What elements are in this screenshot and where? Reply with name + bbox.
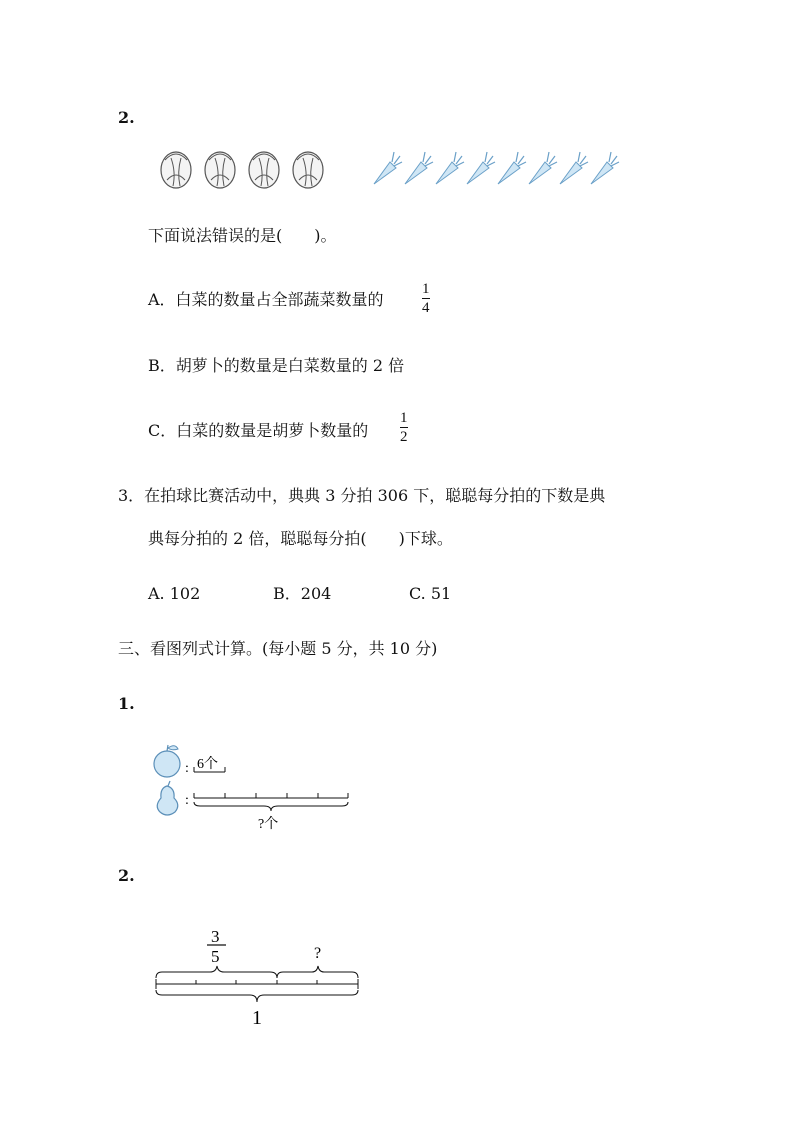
- question-mark-label: ?: [314, 945, 322, 962]
- option-b[interactable]: B．204: [273, 584, 332, 603]
- carrot-icon: [374, 152, 402, 184]
- bottom-brace: [156, 990, 358, 1002]
- fraction-numerator: 1: [422, 281, 430, 297]
- top-brace-right: [277, 966, 358, 978]
- carrot-group: [368, 150, 628, 190]
- segment-label-top: 6个: [197, 757, 218, 772]
- line-segment-diagram-1: [150, 742, 360, 834]
- cabbage-icon: [249, 152, 279, 188]
- option-b-label: B．胡萝卜的数量是白菜数量的 2 倍: [148, 356, 405, 375]
- cabbage-icon: [205, 152, 235, 188]
- problem-number: 2.: [118, 866, 135, 885]
- fraction-denominator: 4: [422, 300, 430, 316]
- fraction-bar: [400, 427, 408, 428]
- fraction-numerator: 3: [211, 927, 220, 946]
- colon: :: [185, 793, 189, 808]
- total-label: 1: [252, 1007, 262, 1029]
- segment-label-bottom: ?个: [258, 817, 279, 832]
- bottom-brace: [194, 802, 348, 811]
- option-b[interactable]: [148, 356, 404, 376]
- fraction-denominator: 2: [400, 429, 408, 445]
- option-c-fraction: [400, 410, 408, 445]
- question-3-line1: 3．在拍球比赛活动中，典典 3 分拍 306 下，聪聪每分拍的下数是典: [118, 486, 606, 505]
- option-a-label: A．白菜的数量占全部蔬菜数量的: [148, 290, 384, 309]
- fraction-denominator: 5: [211, 947, 220, 966]
- carrot-icon: [560, 152, 588, 184]
- question-3-line2: 典每分拍的 2 倍，聪聪每分拍( )下球。: [148, 529, 453, 548]
- fraction-bar: [422, 298, 430, 299]
- cabbage-icon: [293, 152, 323, 188]
- option-c[interactable]: C. 51: [409, 584, 452, 603]
- question-number: 2.: [118, 108, 135, 127]
- carrot-icon: [405, 152, 433, 184]
- option-a[interactable]: [148, 290, 384, 310]
- pear-icon: [157, 781, 178, 815]
- section-heading: 三、看图列式计算。(每小题 5 分，共 10 分): [118, 639, 438, 658]
- option-a-fraction: [422, 281, 430, 316]
- cabbage-group: [155, 148, 335, 190]
- option-c[interactable]: [148, 421, 368, 441]
- carrot-icon: [498, 152, 526, 184]
- carrot-icon: [467, 152, 495, 184]
- cabbage-icon: [161, 152, 191, 188]
- carrot-icon: [436, 152, 464, 184]
- option-c-label: C．白菜的数量是胡萝卜数量的: [148, 421, 369, 440]
- problem-number: 1.: [118, 694, 135, 713]
- option-a[interactable]: A. 102: [148, 584, 201, 603]
- colon: :: [185, 761, 189, 776]
- apple-icon: [154, 745, 180, 777]
- fraction-numerator: 1: [400, 410, 408, 426]
- line-segment-diagram-2: [150, 920, 366, 1032]
- carrot-icon: [591, 152, 619, 184]
- top-brace-left: [156, 966, 277, 978]
- carrot-icon: [529, 152, 557, 184]
- question-prompt: 下面说法错误的是( )。: [148, 226, 337, 245]
